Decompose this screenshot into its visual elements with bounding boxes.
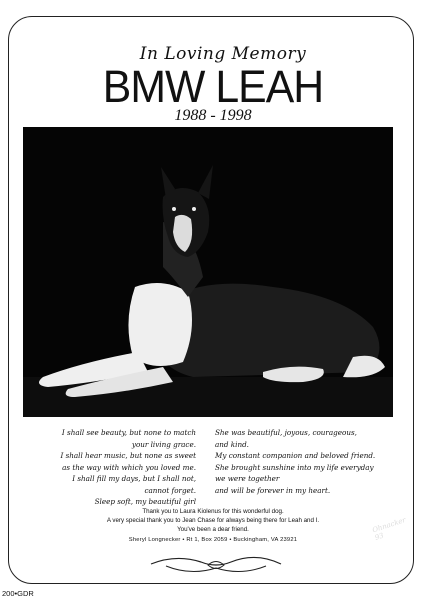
poem-line: and kind. [215,439,249,449]
acknowledgements [0,507,426,535]
thanks-line: You've been a dear friend. [177,526,249,534]
poem-line: cannot forget. [144,485,196,495]
thanks-line: A very special thank you to Jean Chase for always being there for Leah and I. [106,517,320,525]
poem-left-column [60,427,196,508]
thanks-line: Thank you to Laura Kiolenus for this wonderful dog. [142,508,284,515]
poem-line: She was beautiful, joyous, courageous, [215,428,357,437]
dog-name-title: BMW LEAH [102,61,324,112]
poem-line: Sleep soft, my beautiful girl [94,497,196,506]
poem-line: My constant companion and beloved friend. [215,451,376,460]
photographer-signature: Ohnacker 93 [371,516,407,542]
poem-line: as the way with which you loved me. [62,462,196,472]
poem-line: She brought sunshine into my life everyday [215,462,374,472]
page-number: 200•GDR [2,589,34,598]
poem-right-column [215,427,375,496]
poem-line: I shall hear music, but none as sweet [60,451,196,460]
owner-address: Sheryl Longnecker • Rt 1, Box 2059 • Buckingham, VA 23921 [128,537,298,543]
great-dane-illustration [23,127,393,417]
poem-line: I shall see beauty, but none to match [61,428,196,437]
poem-line: and will be forever in my heart. [215,485,331,495]
poem-line: your living grace. [131,439,196,449]
memorial-tagline: In Loving Memory [139,44,307,64]
decorative-flourish [146,550,286,578]
poem-line: I shall fill my days, but I shall not, [72,474,196,483]
life-dates: 1988 - 1998 [174,107,252,124]
poem-line: we were together [215,474,280,483]
